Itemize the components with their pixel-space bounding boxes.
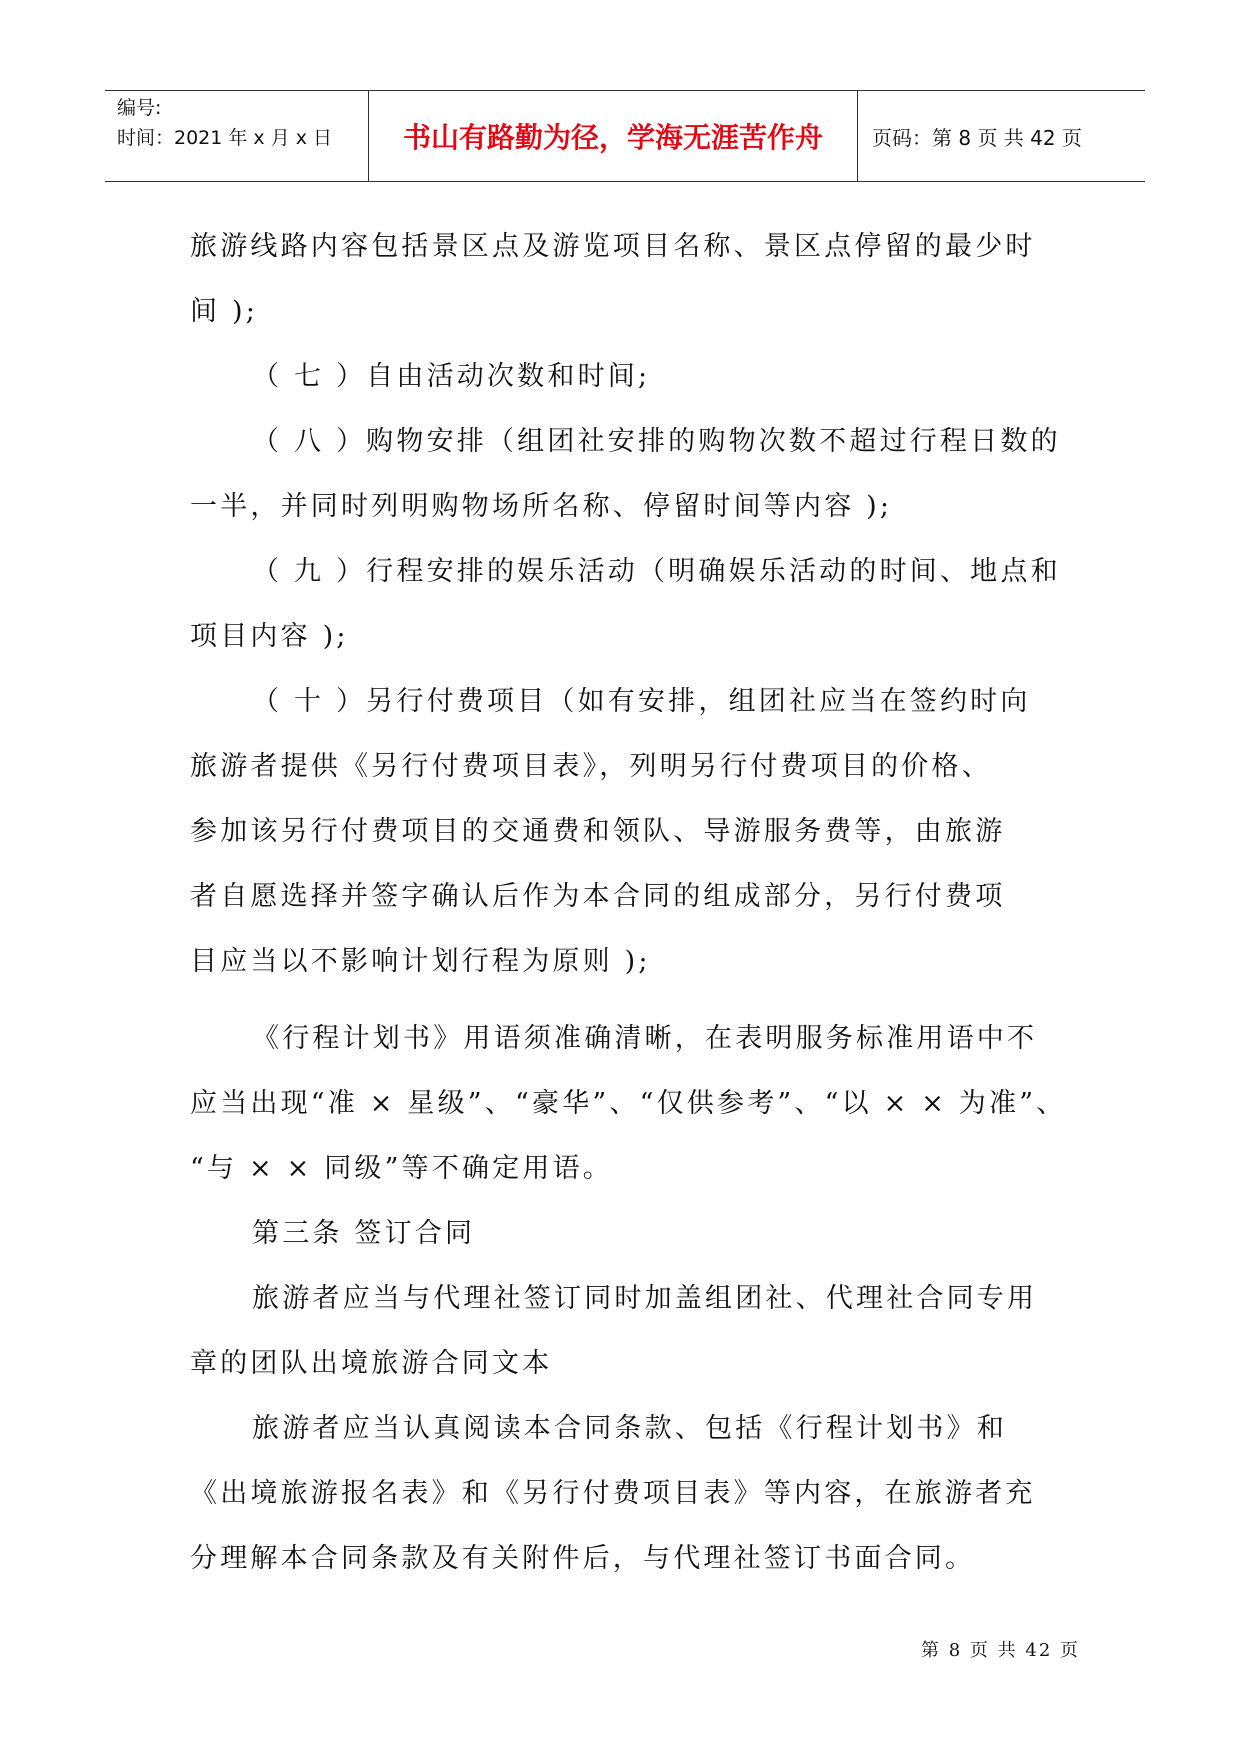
paragraph-line: 旅游者提供《另行付费项目表》，列明另行付费项目的价格、	[190, 751, 992, 782]
paragraph-line: “与 × × 同级”等不确定用语。	[190, 1153, 613, 1184]
paragraph-line: 参加该另行付费项目的交通费和领队、导游服务费等，由旅游	[190, 816, 1006, 847]
paragraph-line: 旅游者应当认真阅读本合同条款、包括《行程计划书》和	[252, 1413, 1007, 1444]
serial-label: 编号:	[117, 97, 162, 119]
header-page-info: 页码：第 8 页 共 42 页	[872, 125, 1082, 150]
paragraph-line: （ 七 ）自由活动次数和时间;	[252, 361, 651, 392]
paragraph-line: 第三条 签订合同	[252, 1218, 476, 1249]
paragraph-line: 目应当以不影响计划行程为原则 );	[190, 946, 651, 977]
time-line: 时间：2021 年 x 月 x 日	[117, 127, 333, 149]
header-meta	[105, 91, 369, 181]
paragraph-line: 项目内容 );	[190, 621, 349, 652]
paragraph-line: 间 );	[190, 296, 259, 327]
paragraph-line: 旅游者应当与代理社签订同时加盖组团社、代理社合同专用	[252, 1283, 1038, 1314]
paragraph-line: 章的团队出境旅游合同文本	[190, 1348, 553, 1379]
paragraph-line: （ 九 ）行程安排的娱乐活动（明确娱乐活动的时间、地点和	[252, 556, 1061, 587]
paragraph-line: （ 八 ）购物安排（组团社安排的购物次数不超过行程日数的	[252, 426, 1061, 457]
page-footer: 第 8 页 共 42 页	[921, 1640, 1080, 1661]
page-header	[105, 90, 1145, 182]
paragraph-line: 一半，并同时列明购物场所名称、停留时间等内容 );	[190, 491, 893, 522]
document-body	[190, 214, 1070, 1591]
header-slogan: 书山有路勤为径，学海无涯苦作舟	[369, 91, 858, 181]
paragraph-line: 应当出现“准 × 星级”、“豪华”、“仅供参考”、“以 × × 为准”、	[190, 1088, 1067, 1119]
paragraph-line: 《出境旅游报名表》和《另行付费项目表》等内容，在旅游者充	[190, 1478, 1036, 1509]
paragraph-line: 者自愿选择并签字确认后作为本合同的组成部分，另行付费项	[190, 881, 1006, 912]
paragraph-line: （ 十 ）另行付费项目（如有安排，组团社应当在签约时向	[252, 686, 1031, 717]
paragraph-line: 分理解本合同条款及有关附件后，与代理社签订书面合同。	[190, 1543, 976, 1574]
paragraph-line: 《行程计划书》用语须准确清晰，在表明服务标准用语中不	[252, 1023, 1038, 1054]
paragraph-line: 旅游线路内容包括景区点及游览项目名称、景区点停留的最少时	[190, 231, 1036, 262]
